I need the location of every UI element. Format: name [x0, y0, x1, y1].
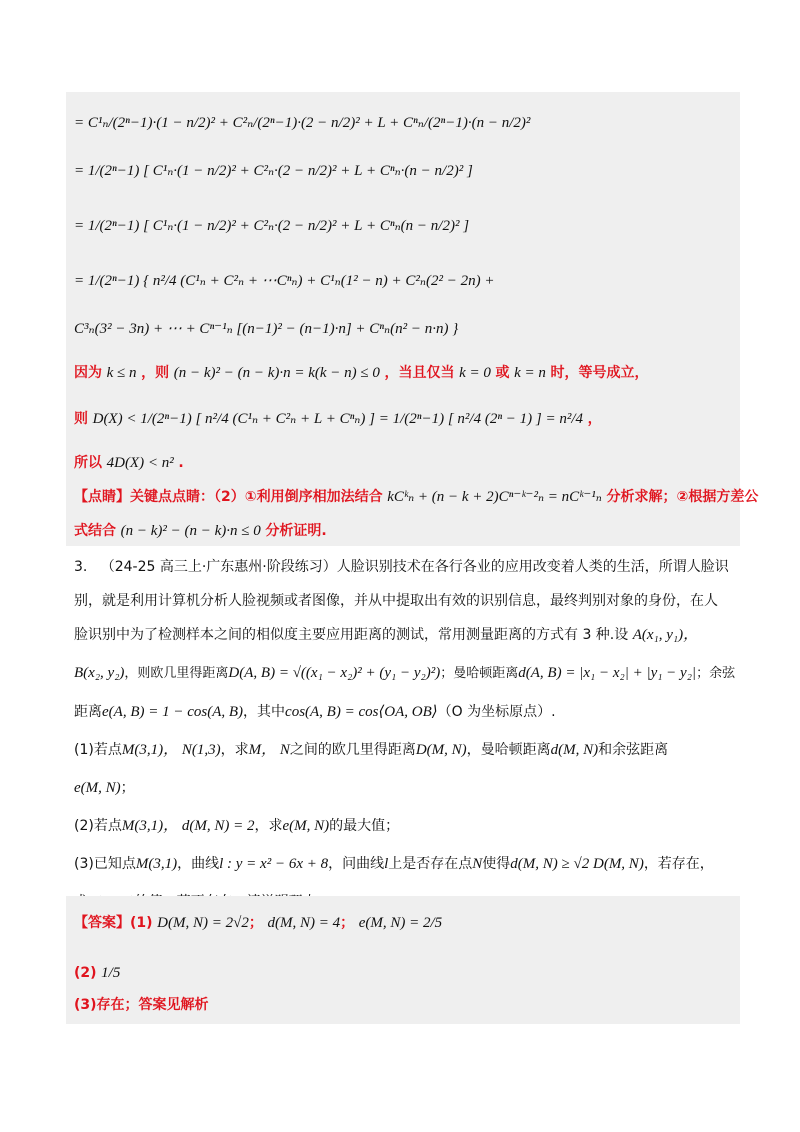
problem-intro-3a: 脸识别中为了检测样本之间的相似度主要应用距离的测试，常用测量距离的方式有 3 种.设 [74, 627, 629, 643]
so-end: . [178, 455, 184, 471]
q3-curve: l : y = x² − 6x + 8 [219, 856, 329, 872]
q3-text-c: ，曲线 [177, 856, 220, 872]
because-then: ，则 [141, 365, 170, 381]
question-1-cont [74, 769, 734, 807]
derivation-line-2: = 1/(2ⁿ−1) [ C¹ₙ·(1 − n/2)² + C²ₙ·(2 − n/2)² + L + Cⁿₙ·(n − n/2)² ] [74, 163, 473, 179]
because-kn: k = n [514, 365, 546, 381]
then-expr: D(X) < 1/(2ⁿ−1) [ n²/4 (C¹ₙ + C²ₙ + L + Cⁿₙ) ] = 1/(2ⁿ−1) [ n²/4 (2ⁿ − 1) ] = n²/4 [92, 411, 584, 427]
question-1 [74, 731, 734, 769]
comment-expr-2: (n − k)² − (n − k)·n ≤ 0 [120, 523, 261, 539]
derivation-line-3: = 1/(2ⁿ−1) [ C¹ₙ·(1 − n/2)² + C²ₙ·(2 − n/2)² + L + Cⁿₙ(n − n/2)² ] [74, 218, 470, 234]
question-3 [74, 845, 734, 883]
so-prefix: 所以 [74, 455, 102, 471]
q3-text-g: 上是否存在点 [388, 856, 473, 872]
answer-1-manhattan: d(M, N) = 4 [267, 915, 341, 931]
q1-text-c: ，求 [220, 742, 249, 758]
answer-1-label: (1) [130, 915, 153, 931]
problem-source: （24-25 高三上·广东惠州·阶段练习） [100, 559, 337, 575]
problem-line-4 [74, 654, 734, 693]
so-line [74, 452, 184, 474]
q2-emn: e(M, N) [282, 818, 330, 834]
problem-number: 3. [74, 559, 88, 575]
because-mid: ，当且仅当 [384, 365, 455, 381]
q3-label: (3)已知点 [74, 856, 136, 872]
q2-label: (2)若点 [74, 818, 122, 834]
answer-1-euclid: D(M, N) = 2√2 [157, 915, 249, 931]
problem-line-3 [74, 616, 734, 654]
derivation-line-5: C³ₙ(3² − 3n) + ⋯ + Cⁿ⁻¹ₙ [(n−1)² − (n−1)·n] + Cⁿₙ(n² − n·n) } [74, 321, 459, 337]
because-or: 或 [495, 365, 510, 381]
comment-text-3: 式结合 [74, 523, 116, 539]
euclid-formula: D(A, B) = √((x₁ − x₂)² + (y₁ − y₂)²) [228, 665, 441, 681]
q1-points: M(3,1)， N(1,3) [121, 742, 221, 758]
then-end: ， [587, 411, 602, 427]
q1-dmn-small: d(M, N) [550, 742, 599, 758]
answer-3: (3)存在；答案见解析 [74, 997, 209, 1013]
problem-intro-5a: 距离 [74, 704, 102, 720]
derivation-line-4: = 1/(2ⁿ−1) { n²/4 (C¹ₙ + C²ₙ + ⋯Cⁿₙ) + C¹ₙ(1² − n) + C²ₙ(2² − 2n) + [74, 273, 495, 289]
answer-2-value: 1/5 [101, 965, 121, 981]
derivation-line-1: = C¹ₙ/(2ⁿ−1)·(1 − n/2)² + C²ₙ/(2ⁿ−1)·(2 − n/2)² + L + Cⁿₙ/(2ⁿ−1)·(n − n/2)² [74, 115, 531, 131]
q2-given: M(3,1)， d(M, N) = 2 [121, 818, 255, 834]
answer-1-sep-2: ； [340, 915, 355, 931]
problem-statement [74, 548, 734, 921]
q3-text-k: ，若存在， [643, 856, 714, 872]
comment-text-2: 分析求解；②根据方差公 [606, 489, 759, 505]
q3-text-i: 使得 [482, 856, 511, 872]
because-expr: (n − k)² − (n − k)·n = k(k − n) ≤ 0 [173, 365, 380, 381]
q2-text-c: ，求 [254, 818, 283, 834]
problem-intro-4f: ；余弦 [696, 666, 736, 681]
because-prefix: 因为 [74, 365, 102, 381]
problem-intro-1: 人脸识别技术在各行各业的应用改变着人类的生活，所谓人脸识 [336, 559, 729, 575]
problem-line-1 [74, 548, 734, 586]
comment-tag: 【点睛】 [74, 489, 130, 505]
q3-l: l [384, 856, 389, 872]
answer-1-cosine: e(M, N) = 2/5 [358, 915, 443, 931]
because-end: 时，等号成立， [550, 365, 649, 381]
q1-label: (1)若点 [74, 742, 122, 758]
manhattan-formula: d(A, B) = |x₁ − x₂| + |y₁ − y₂| [518, 665, 697, 681]
q3-n: N [472, 856, 483, 872]
answer-line-1 [74, 912, 442, 934]
q3-text-e: ，问曲线 [328, 856, 385, 872]
because-line [74, 362, 649, 384]
comment-expr-1: kCᵏₙ + (n − k + 2)Cⁿ⁻ᵏ⁻²ₙ = nCᵏ⁻¹ₙ [387, 489, 602, 505]
problem-line-2: 别，就是利用计算机分析人脸视频或者图像，并从中提取出有效的识别信息，最终判别对象的身份，在人 [74, 593, 718, 609]
comment-line-1 [74, 486, 758, 508]
comment-text-1: 关键点点睛：（2）①利用倒序相加法结合 [130, 489, 383, 505]
problem-intro-5e: （O 为坐标原点）. [437, 704, 556, 720]
then-line [74, 408, 602, 430]
point-a: A(x₁, y₁)， [632, 627, 699, 643]
problem-line-5 [74, 693, 734, 731]
so-expr: 4D(X) < n² [106, 455, 174, 471]
q3-condition: d(M, N) ≥ √2 D(M, N) [510, 856, 644, 872]
question-2 [74, 807, 734, 845]
q2-text-e: 的最大值； [329, 818, 400, 834]
because-k0: k = 0 [459, 365, 491, 381]
because-cond: k ≤ n [106, 365, 137, 381]
answer-tag: 【答案】 [74, 915, 130, 931]
answer-line-3 [74, 994, 209, 1016]
comment-line-2 [74, 520, 327, 542]
q1-text-g: ，曼哈顿距离 [466, 742, 551, 758]
answer-2-label: (2) [74, 965, 97, 981]
q1-text-k: ； [120, 780, 135, 796]
q1-dmn: D(M, N) [415, 742, 467, 758]
answer-1-sep-1: ； [248, 915, 263, 931]
cosine-formula: cos(A, B) = cos⟨OA, OB⟩ [285, 704, 438, 720]
problem-intro-4b: ，则欧几里得距离 [124, 666, 229, 681]
comment-text-4: 分析证明. [265, 523, 327, 539]
answer-line-2 [74, 962, 120, 984]
q1-text-i: 和余弦距离 [598, 742, 669, 758]
point-b: B(x₂, y₂) [74, 665, 125, 681]
cosine-distance-formula: e(A, B) = 1 − cos(A, B) [102, 704, 244, 720]
then-prefix: 则 [74, 411, 88, 427]
problem-intro-5c: ，其中 [243, 704, 286, 720]
q1-text-e: 之间的欧几里得距离 [289, 742, 416, 758]
q1-emn: e(M, N) [74, 780, 121, 796]
q3-point: M(3,1) [135, 856, 178, 872]
q1-mn: M， N [248, 742, 290, 758]
problem-intro-4d: ；曼哈顿距离 [440, 666, 519, 681]
